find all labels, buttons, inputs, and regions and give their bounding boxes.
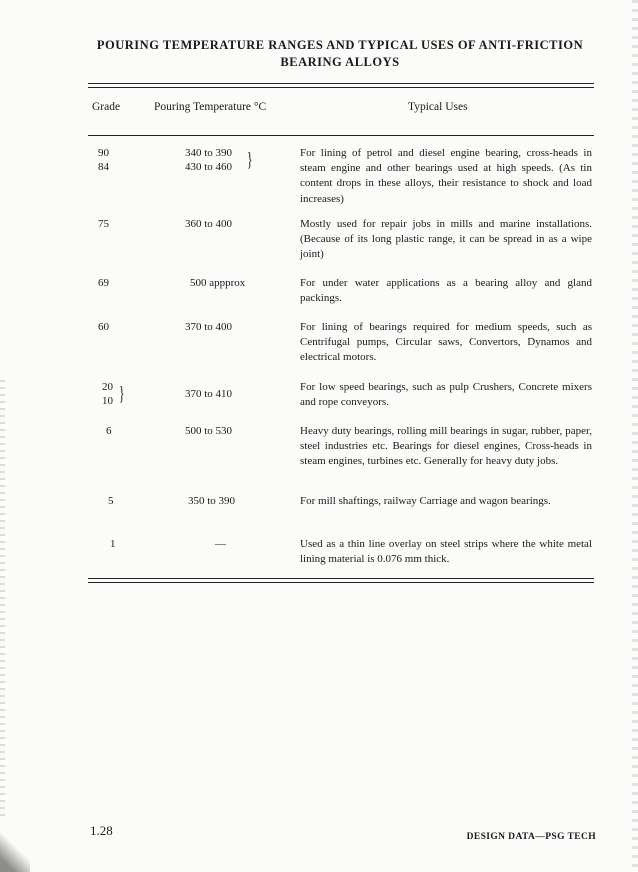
- page-edge-shadow: [632, 0, 638, 872]
- grade-value: 10: [102, 395, 113, 407]
- grade-value: 90: [98, 147, 109, 159]
- table-top-rule-inner: [88, 87, 594, 88]
- temperature-value: —: [215, 538, 226, 550]
- grade-value: 60: [98, 321, 109, 333]
- grade-value: 5: [108, 495, 114, 507]
- grade-cell: [98, 146, 109, 174]
- grade-cell: [108, 494, 114, 508]
- temperature-cell: [185, 424, 232, 438]
- grade-value: 1: [110, 538, 116, 550]
- uses-cell: Mostly used for repair jobs in mills and marine installations. (Because of its long plastic range, it can be spread in as a wipe joint): [300, 218, 592, 261]
- grade-value: 84: [98, 161, 109, 173]
- temperature-value: 370 to 400: [185, 321, 233, 333]
- page-number: 1.28: [90, 823, 113, 838]
- temperature-cell: [215, 537, 226, 551]
- page-edge-shadow-left: [0, 380, 5, 820]
- uses-cell: For lining of bearings required for medium speeds, such as Centrifugal pumps, Circular saws, Convertors, Dynamos and electrical motors.: [300, 321, 592, 364]
- temperature-value: 500 appprox: [190, 277, 246, 289]
- page-title-line2: BEARING ALLOYS: [280, 55, 400, 69]
- temperature-value: 350 to 390: [188, 495, 236, 507]
- table-bottom-rule-inner: [88, 582, 594, 583]
- grade-cell: [98, 276, 109, 290]
- temperature-cell: [185, 387, 232, 401]
- grade-cell: [102, 380, 113, 408]
- uses-cell: For mill shaftings, railway Carriage and wagon bearings.: [300, 495, 551, 507]
- header-rule: [88, 135, 594, 136]
- column-header-uses: Typical Uses: [408, 101, 468, 113]
- book-title: DESIGN DATA—PSG TECH: [466, 832, 596, 842]
- table-bottom-rule: [88, 578, 594, 579]
- uses-cell: For low speed bearings, such as pulp Crushers, Concrete mixers and rope conveyors.: [300, 381, 592, 409]
- right-brace: }: [118, 383, 125, 405]
- grade-value: 75: [98, 218, 109, 230]
- uses-cell: For lining of petrol and diesel engine bearing, cross-heads in steam engine and other bearings used at high speeds. (As tin content drops in these alloys, their resistance to shock and load increases): [300, 147, 592, 205]
- column-header-temperature: Pouring Temperature °C: [154, 101, 267, 113]
- grade-cell: [110, 537, 116, 551]
- right-brace: }: [246, 149, 253, 171]
- temperature-cell: [185, 320, 232, 334]
- temperature-cell: [190, 276, 245, 290]
- temperature-cell: [188, 494, 235, 508]
- uses-cell: For under water applications as a bearing alloy and gland packings.: [300, 277, 592, 305]
- grade-value: 69: [98, 277, 109, 289]
- uses-cell: Used as a thin line overlay on steel strips where the white metal lining material is 0.076 mm thick.: [300, 538, 592, 566]
- page-title-line1: POURING TEMPERATURE RANGES AND TYPICAL USES OF ANTI-FRICTION: [96, 38, 584, 52]
- column-header-grade: Grade: [92, 101, 121, 113]
- grade-cell: [98, 320, 109, 334]
- scan-corner-mark: [0, 832, 30, 872]
- uses-cell: Heavy duty bearings, rolling mill bearings in sugar, rubber, paper, steel industries etc. Bearings for diesel engines, Cross-heads in steam engines, turbines etc. Generally for heavy duty jobs.: [300, 425, 592, 468]
- grade-cell: [106, 424, 112, 438]
- temperature-value: 500 to 530: [185, 425, 233, 437]
- grade-value: 6: [106, 425, 112, 437]
- temperature-cell: [185, 217, 232, 231]
- table-top-rule: [88, 83, 594, 84]
- temperature-value: 430 to 460: [185, 161, 233, 173]
- grade-cell: [98, 217, 109, 231]
- temperature-value: 360 to 400: [185, 218, 233, 230]
- temperature-value: 370 to 410: [185, 388, 233, 400]
- temperature-cell: [185, 146, 232, 174]
- grade-value: 20: [102, 381, 113, 393]
- temperature-value: 340 to 390: [185, 147, 233, 159]
